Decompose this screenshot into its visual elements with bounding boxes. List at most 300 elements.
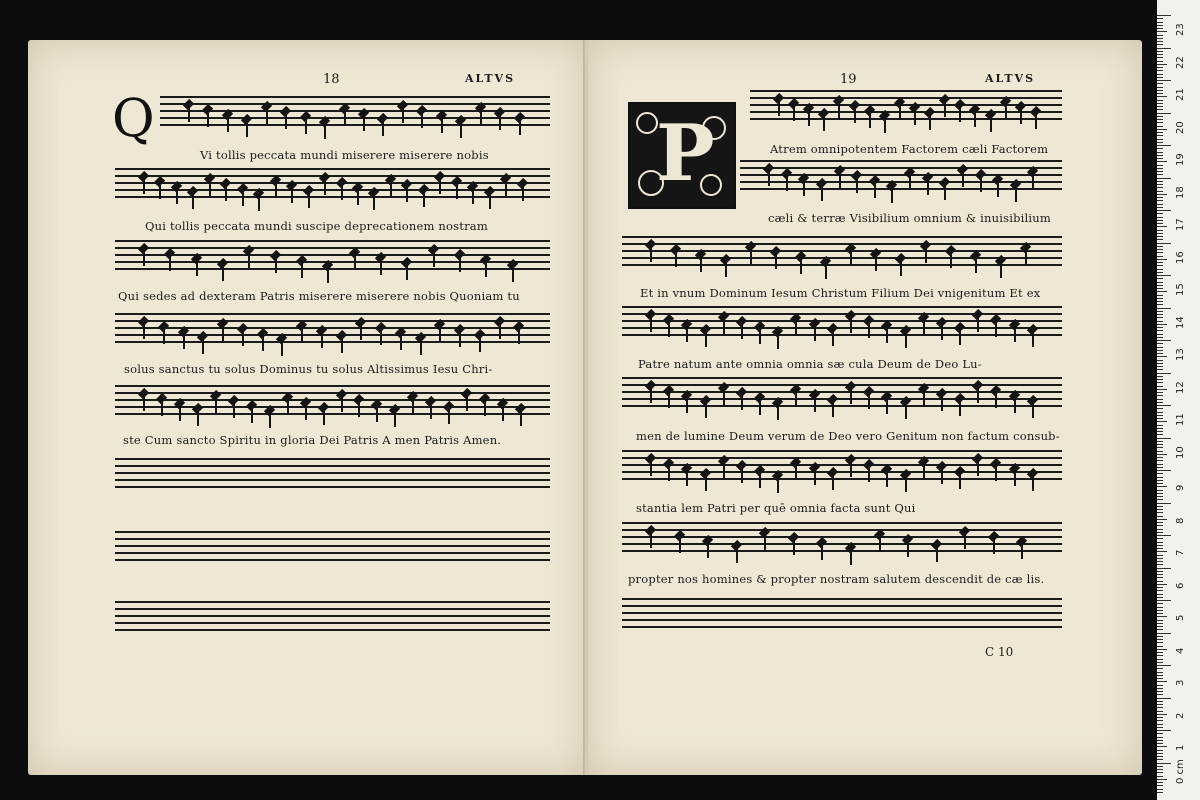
music-staff (622, 306, 1062, 337)
ruler-tick (1157, 785, 1163, 786)
ruler-number: 17 (1175, 218, 1186, 231)
ruler-tick (1157, 113, 1171, 114)
ruler-tick (1157, 633, 1171, 634)
ruler-tick (1157, 444, 1163, 445)
ruler-tick (1157, 724, 1163, 725)
ruler-tick (1157, 480, 1163, 481)
ruler-tick (1157, 262, 1163, 263)
ruler-tick (1157, 574, 1163, 575)
ruler-tick (1157, 577, 1163, 578)
ruler-tick (1157, 340, 1171, 341)
ruler-tick (1157, 230, 1163, 231)
ruler-tick (1157, 259, 1167, 260)
lyric-line: Atrem omnipotentem Factorem cæli Factorem (770, 142, 1049, 156)
ruler-tick (1157, 119, 1163, 120)
ruler-tick (1157, 165, 1163, 166)
ruler-tick (1157, 545, 1163, 546)
ruler-tick (1157, 698, 1171, 699)
ruler-tick (1157, 311, 1163, 312)
lyric-line: propter nos homines & propter nostram salutem descendit de cæ lis. (628, 572, 1045, 586)
ruler-tick (1157, 506, 1163, 507)
ruler-tick (1157, 337, 1163, 338)
ruler-tick (1157, 620, 1163, 621)
ruler-tick (1157, 379, 1163, 380)
ruler-tick (1157, 581, 1163, 582)
ruler-tick (1157, 421, 1167, 422)
ruler-tick (1157, 132, 1163, 133)
ruler-tick (1157, 454, 1167, 455)
ruler-tick (1157, 210, 1171, 211)
ruler-tick (1157, 665, 1171, 666)
ruler-tick (1157, 158, 1163, 159)
ruler-tick (1157, 249, 1163, 250)
ruler-tick (1157, 252, 1163, 253)
ruler-tick (1157, 301, 1163, 302)
lyric-line: ste Cum sancto Spiritu in gloria Dei Patris A men Patris Amen. (123, 433, 502, 447)
ruler-number: 20 (1175, 120, 1186, 134)
music-staff (160, 96, 550, 127)
ruler-tick (1157, 733, 1163, 734)
ruler-number: 23 (1175, 23, 1186, 36)
ruler-tick (1157, 548, 1163, 549)
ruler-tick (1157, 389, 1167, 390)
ruler-tick (1157, 568, 1171, 569)
ruler-tick (1157, 366, 1163, 367)
ruler-tick (1157, 356, 1167, 357)
ruler-tick (1157, 772, 1163, 773)
ruler-tick (1157, 103, 1163, 104)
ruler-tick (1157, 64, 1167, 65)
ruler-tick (1157, 100, 1163, 101)
ruler-tick (1157, 41, 1163, 42)
ruler-tick (1157, 350, 1163, 351)
ruler-tick (1157, 649, 1167, 650)
ruler-tick (1157, 584, 1167, 585)
ruler-tick (1157, 83, 1163, 84)
ruler-tick (1157, 308, 1171, 309)
ruler-number: 21 (1175, 88, 1186, 101)
ruler-tick (1157, 694, 1163, 695)
decorated-initial-p (628, 102, 736, 209)
ruler-tick (1157, 321, 1163, 322)
ruler-tick (1157, 727, 1163, 728)
ruler-tick (1157, 265, 1163, 266)
ruler-number: 14 (1175, 315, 1186, 329)
ruler-tick (1157, 750, 1163, 751)
ruler-tick (1157, 603, 1163, 604)
ruler-tick (1157, 711, 1163, 712)
ruler-tick (1157, 360, 1163, 361)
music-staff (622, 236, 1062, 267)
music-staff (622, 377, 1062, 408)
ruler-tick (1157, 44, 1163, 45)
ruler-tick (1157, 382, 1163, 383)
ruler-tick (1157, 447, 1163, 448)
ruler-tick (1157, 740, 1163, 741)
ruler-tick (1157, 327, 1163, 328)
ruler-tick (1157, 243, 1171, 244)
ruler-tick (1157, 246, 1163, 247)
ruler-tick (1157, 373, 1171, 374)
ruler-tick (1157, 90, 1163, 91)
ruler-tick (1157, 525, 1163, 526)
ruler-tick (1157, 22, 1163, 23)
ruler-tick (1157, 168, 1163, 169)
ruler-tick (1157, 298, 1163, 299)
ruler-tick (1157, 561, 1163, 562)
ruler-tick (1157, 756, 1163, 757)
ruler-number: 6 (1175, 582, 1186, 589)
music-staff (622, 598, 1062, 629)
ruler-tick (1157, 272, 1163, 273)
ruler-tick (1157, 792, 1163, 793)
ruler-tick (1157, 392, 1163, 393)
ruler-tick (1157, 460, 1163, 461)
ruler-tick (1157, 35, 1163, 36)
ruler-tick (1157, 109, 1163, 110)
ruler-tick (1157, 464, 1163, 465)
ruler-tick (1157, 720, 1163, 721)
ruler-tick (1157, 178, 1171, 179)
ruler-tick (1157, 330, 1163, 331)
lyric-line: cæli & terræ Visibilium omnium & inuisibilium (768, 211, 1051, 225)
ruler-tick (1157, 652, 1163, 653)
ruler-tick (1157, 191, 1163, 192)
ruler-tick (1157, 685, 1163, 686)
ruler-tick (1157, 57, 1163, 58)
ruler-tick (1157, 594, 1163, 595)
music-staff (115, 240, 550, 271)
ruler-tick (1157, 490, 1163, 491)
ruler-tick (1157, 87, 1163, 88)
ruler-tick (1157, 675, 1163, 676)
music-staff (115, 385, 550, 416)
ruler-tick (1157, 662, 1163, 663)
ruler-tick (1157, 314, 1163, 315)
ruler-tick (1157, 737, 1163, 738)
ruler-tick (1157, 522, 1163, 523)
ruler-tick (1157, 672, 1163, 673)
ruler-tick (1157, 343, 1163, 344)
ruler-tick (1157, 571, 1163, 572)
music-staff (622, 522, 1062, 553)
ruler-tick (1157, 304, 1163, 305)
left-voice-title: ALTVS (465, 72, 516, 85)
ruler-tick (1157, 233, 1163, 234)
ruler-tick (1157, 512, 1163, 513)
music-staff (750, 90, 1062, 121)
ruler-tick (1157, 285, 1163, 286)
lyric-line: stantia lem Patri per quē omnia facta sunt Qui (636, 501, 916, 515)
ruler-tick (1157, 542, 1163, 543)
ruler-number: 5 (1175, 614, 1186, 621)
ruler-tick (1157, 626, 1163, 627)
ruler-tick (1157, 529, 1163, 530)
ruler-tick (1157, 116, 1163, 117)
ruler-tick (1157, 106, 1163, 107)
ruler-tick (1157, 610, 1163, 611)
ruler-tick (1157, 184, 1163, 185)
ruler-tick (1157, 145, 1171, 146)
ruler-tick (1157, 139, 1163, 140)
ruler-tick (1157, 25, 1163, 26)
ruler-tick (1157, 636, 1163, 637)
ruler-tick (1157, 197, 1163, 198)
ruler-number: 13 (1175, 348, 1186, 361)
ruler-tick (1157, 61, 1163, 62)
ruler-number: 15 (1175, 283, 1186, 296)
music-staff (115, 313, 550, 344)
ruler-tick (1157, 38, 1163, 39)
ruler-tick (1157, 451, 1163, 452)
ruler-tick (1157, 597, 1163, 598)
initial-letter-q: Q (112, 89, 155, 149)
ruler-tick (1157, 161, 1167, 162)
ruler-tick (1157, 600, 1171, 601)
ruler-tick (1157, 408, 1163, 409)
ruler-number: 9 (1175, 484, 1186, 491)
ruler-tick (1157, 763, 1171, 764)
lyric-line: Patre natum ante omnia omnia sæ cula Deum de Deo Lu- (638, 357, 982, 371)
ruler-tick (1157, 688, 1163, 689)
ruler-tick (1157, 15, 1171, 16)
ruler-tick (1157, 639, 1163, 640)
ruler-tick (1157, 194, 1167, 195)
signature-mark: C 10 (985, 645, 1014, 659)
ruler-tick (1157, 509, 1163, 510)
ruler-tick (1157, 226, 1167, 227)
ruler-tick (1157, 288, 1163, 289)
ruler-number: 3 (1175, 679, 1186, 686)
ruler-tick (1157, 629, 1163, 630)
ruler-tick (1157, 181, 1163, 182)
ruler-number: 8 (1175, 517, 1186, 524)
ruler-tick (1157, 54, 1163, 55)
ruler-tick (1157, 295, 1163, 296)
ruler-tick (1157, 623, 1163, 624)
ruler-tick (1157, 48, 1171, 49)
ruler-tick (1157, 473, 1163, 474)
ruler-tick (1157, 441, 1163, 442)
ruler-tick (1157, 616, 1167, 617)
ruler-tick (1157, 324, 1167, 325)
ruler-tick (1157, 779, 1167, 780)
ruler-tick (1157, 759, 1163, 760)
ruler-tick (1157, 347, 1163, 348)
ruler-tick (1157, 31, 1167, 32)
ruler-tick (1157, 564, 1163, 565)
ruler-tick (1157, 239, 1163, 240)
ruler-tick (1157, 551, 1167, 552)
ruler-tick (1157, 646, 1163, 647)
ruler-tick (1157, 776, 1163, 777)
ruler-tick (1157, 236, 1163, 237)
ruler-tick (1157, 519, 1167, 520)
ruler-tick (1157, 395, 1163, 396)
ruler-tick (1157, 655, 1163, 656)
ruler-tick (1157, 642, 1163, 643)
ruler-number: 2 (1175, 712, 1186, 719)
ruler-tick (1157, 607, 1163, 608)
ruler-tick (1157, 477, 1163, 478)
ruler-tick (1157, 769, 1163, 770)
ruler-tick (1157, 438, 1171, 439)
ruler-tick (1157, 691, 1163, 692)
ruler-tick (1157, 503, 1171, 504)
ruler-tick (1157, 717, 1163, 718)
ruler-tick (1157, 499, 1163, 500)
right-voice-title: ALTVS (985, 72, 1036, 85)
ruler-tick (1157, 405, 1171, 406)
ruler-tick (1157, 282, 1163, 283)
music-staff (115, 601, 550, 632)
ruler-tick (1157, 493, 1163, 494)
ruler-tick (1157, 753, 1163, 754)
lyric-line: Et in vnum Dominum Iesum Christum Filium Dei vnigenitum Et ex (640, 286, 1041, 300)
ruler-number: 0 cm (1175, 758, 1186, 784)
ruler-tick (1157, 171, 1163, 172)
ruler-tick (1157, 532, 1163, 533)
ruler-tick (1157, 538, 1163, 539)
ruler-tick (1157, 714, 1167, 715)
ruler-tick (1157, 174, 1163, 175)
ruler-tick (1157, 135, 1163, 136)
ruler-tick (1157, 431, 1163, 432)
ruler-tick (1157, 587, 1163, 588)
ruler-number: 19 (1175, 153, 1186, 166)
right-page-number: 19 (840, 72, 857, 87)
ruler-tick (1157, 678, 1163, 679)
ruler-number: 10 (1175, 445, 1186, 459)
ruler-tick (1157, 204, 1163, 205)
ruler-tick (1157, 129, 1167, 130)
ruler-tick (1157, 789, 1163, 790)
music-staff (115, 531, 550, 562)
ruler-tick (1157, 291, 1167, 292)
ruler-tick (1157, 415, 1163, 416)
ruler-tick (1157, 399, 1163, 400)
ruler-tick (1157, 148, 1163, 149)
ruler-tick (1157, 152, 1163, 153)
music-staff (115, 458, 550, 489)
ruler-tick (1157, 369, 1163, 370)
ruler-tick (1157, 67, 1163, 68)
ruler-tick (1157, 428, 1163, 429)
ruler-number: 16 (1175, 250, 1186, 264)
lyric-line: men de lumine Deum verum de Deo vero Genitum non factum consub- (636, 429, 1060, 443)
ruler-tick (1157, 516, 1163, 517)
ruler-tick (1157, 334, 1163, 335)
ruler-tick (1157, 353, 1163, 354)
ruler-tick (1157, 590, 1163, 591)
ruler-tick (1157, 74, 1163, 75)
ruler-tick (1157, 213, 1163, 214)
ruler-tick (1157, 220, 1163, 221)
ruler-tick (1157, 746, 1167, 747)
initial-letter-p: P (656, 108, 715, 199)
ruler-tick (1157, 782, 1163, 783)
lyric-line: Vi tollis peccata mundi miserere miserere nobis (200, 148, 489, 162)
lyric-line: Qui sedes ad dexteram Patris miserere miserere nobis Quoniam tu (118, 289, 520, 303)
ruler-tick (1157, 269, 1163, 270)
ruler-tick (1157, 386, 1163, 387)
ruler-tick (1157, 535, 1171, 536)
ruler-tick (1157, 558, 1163, 559)
measurement-ruler (1157, 0, 1200, 800)
ruler-tick (1157, 730, 1171, 731)
ruler-tick (1157, 402, 1163, 403)
ruler-tick (1157, 363, 1163, 364)
ruler-tick (1157, 77, 1163, 78)
ruler-tick (1157, 704, 1163, 705)
ruler-tick (1157, 486, 1167, 487)
ruler-tick (1157, 467, 1163, 468)
ruler-tick (1157, 483, 1163, 484)
ruler-tick (1157, 126, 1163, 127)
ruler-tick (1157, 425, 1163, 426)
ruler-tick (1157, 122, 1163, 123)
ruler-tick (1157, 187, 1163, 188)
ruler-tick (1157, 18, 1163, 19)
music-staff (622, 450, 1062, 481)
ruler-tick (1157, 278, 1163, 279)
ruler-tick (1157, 376, 1163, 377)
ruler-tick (1157, 434, 1163, 435)
ruler-tick (1157, 613, 1163, 614)
ruler-tick (1157, 457, 1163, 458)
ruler-tick (1157, 142, 1163, 143)
ruler-tick (1157, 80, 1171, 81)
ruler-tick (1157, 155, 1163, 156)
ruler-tick (1157, 70, 1163, 71)
ruler-tick (1157, 555, 1163, 556)
ruler-tick (1157, 51, 1163, 52)
ruler-number: 4 (1175, 647, 1186, 654)
ruler-number: 22 (1175, 55, 1186, 69)
ruler-number: 11 (1175, 413, 1186, 426)
ruler-tick (1157, 207, 1163, 208)
ruler-tick (1157, 275, 1171, 276)
ruler-tick (1157, 496, 1163, 497)
lyric-line: Qui tollis peccata mundi suscipe deprecationem nostram (145, 219, 488, 233)
ruler-number: 7 (1175, 549, 1186, 556)
ruler-tick (1157, 701, 1163, 702)
ruler-tick (1157, 707, 1163, 708)
ruler-tick (1157, 223, 1163, 224)
ruler-tick (1157, 256, 1163, 257)
ruler-tick (1157, 681, 1167, 682)
music-staff (115, 168, 550, 199)
ruler-tick (1157, 412, 1163, 413)
ruler-tick (1157, 668, 1163, 669)
ruler-tick (1157, 659, 1163, 660)
lyric-line: solus sanctus tu solus Dominus tu solus Altissimus Iesu Chri- (124, 362, 493, 376)
ruler-tick (1157, 96, 1167, 97)
left-page-number: 18 (323, 72, 340, 87)
ruler-tick (1157, 217, 1163, 218)
ruler-number: 12 (1175, 380, 1186, 394)
ruler-tick (1157, 470, 1171, 471)
ruler-tick (1157, 93, 1163, 94)
ruler-tick (1157, 317, 1163, 318)
ruler-tick (1157, 766, 1163, 767)
ruler-number: 18 (1175, 185, 1186, 199)
ruler-tick (1157, 743, 1163, 744)
ruler-tick (1157, 200, 1163, 201)
ruler-tick (1157, 418, 1163, 419)
music-staff (740, 160, 1062, 191)
ruler-tick (1157, 28, 1163, 29)
